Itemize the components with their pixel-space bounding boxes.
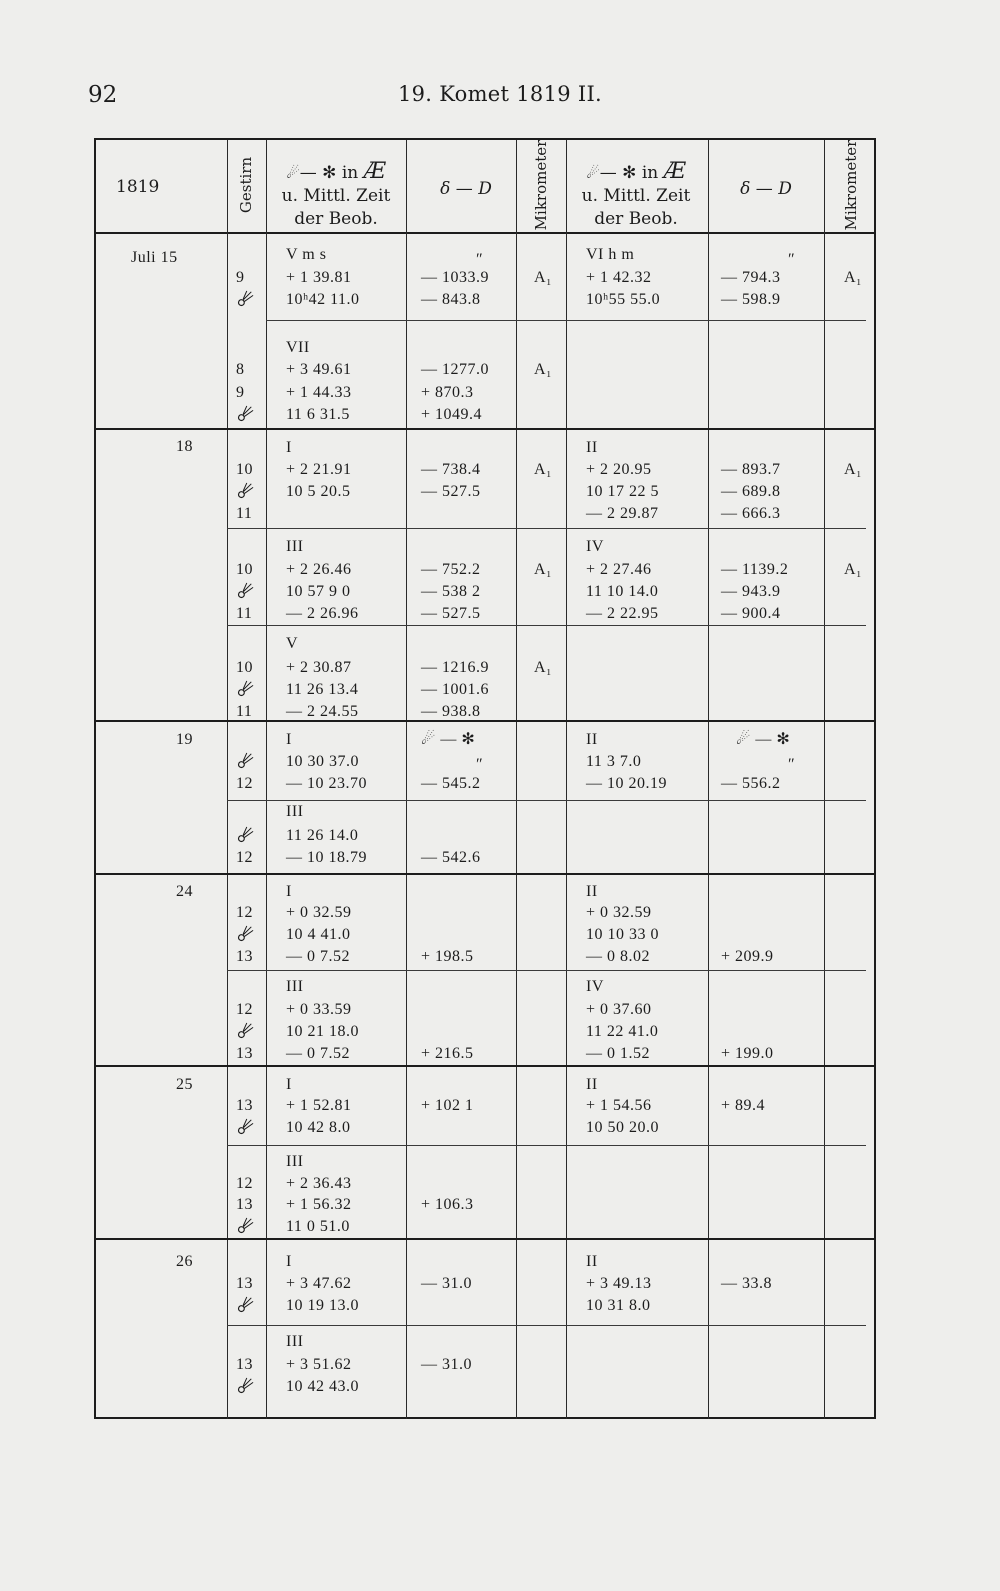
date-label: Juli 15 [131, 249, 178, 266]
cell-text: 10 10 33 0 [586, 926, 659, 943]
row-rule [266, 320, 866, 321]
cell-text: A₁ [534, 269, 553, 286]
header-year: 1819 [116, 177, 160, 197]
cell-text: — 938.8 [421, 703, 481, 720]
header-ra-line1: ☄— ✻ in Æ [286, 159, 386, 184]
column-rule [406, 140, 407, 1419]
cell-text: — 598.9 [721, 291, 781, 308]
cell-text: III [286, 978, 304, 995]
cell-text: — 0 8.02 [586, 948, 650, 965]
date-label: 26 [176, 1253, 193, 1270]
date-separator [96, 1238, 876, 1240]
cell-text: A₁ [534, 659, 553, 676]
cell-text: — 10 23.70 [286, 775, 367, 792]
comet-icon [236, 582, 254, 600]
header-ra-line2: u. Mittl. Zeit [581, 186, 691, 206]
cell-text: II [586, 1253, 598, 1270]
cell-text: — 794.3 [721, 269, 781, 286]
cell-text: + 199.0 [721, 1045, 774, 1062]
cell-text: 9 [236, 384, 245, 401]
date-label: 25 [176, 1076, 193, 1093]
header-delta-2: δ — D [740, 179, 792, 199]
cell-text: 10 31 8.0 [586, 1297, 651, 1314]
cell-text: — 527.5 [421, 605, 481, 622]
cell-text: 11 26 13.4 [286, 681, 359, 698]
header-ra-time-1 [266, 160, 406, 231]
cell-text: + 89.4 [721, 1097, 766, 1114]
header-mikrometer-1: Mikrometer [532, 139, 550, 231]
cell-text: 10 [236, 461, 253, 478]
comet-icon [236, 752, 254, 770]
row-rule [227, 625, 866, 626]
cell-text: 11 [236, 505, 253, 522]
cell-text: — 10 20.19 [586, 775, 667, 792]
comet-icon [236, 1296, 254, 1314]
cell-text: 10 4 41.0 [286, 926, 351, 943]
cell-text: I [286, 883, 292, 900]
cell-text: + 2 36.43 [286, 1175, 352, 1192]
cell-text: + 0 33.59 [286, 1001, 352, 1018]
cell-text: A₁ [844, 461, 863, 478]
row-rule [227, 970, 866, 971]
cell-text: ☄ — ✻ [421, 731, 476, 748]
cell-text: + 198.5 [421, 948, 474, 965]
cell-text: 13 [236, 1097, 253, 1114]
date-separator [96, 1065, 876, 1067]
cell-text: — 538 2 [421, 583, 481, 600]
date-separator [96, 720, 876, 722]
cell-text: + 1 56.32 [286, 1196, 352, 1213]
cell-text: — 2 26.96 [286, 605, 359, 622]
cell-text: 12 [236, 1001, 253, 1018]
cell-text: + 1 44.33 [286, 384, 352, 401]
cell-text: + 2 21.91 [286, 461, 352, 478]
cell-text: — 0 1.52 [586, 1045, 650, 1062]
cell-text: — 689.8 [721, 483, 781, 500]
column-rule [266, 140, 267, 1419]
cell-text: A₁ [534, 361, 553, 378]
comet-icon [236, 680, 254, 698]
column-rule [824, 140, 825, 1419]
cell-text: — 31.0 [421, 1356, 472, 1373]
cell-text: + 216.5 [421, 1045, 474, 1062]
observation-table [94, 138, 876, 1419]
column-rule [516, 140, 517, 1419]
cell-text: 10 19 13.0 [286, 1297, 359, 1314]
cell-text: 11 [236, 703, 253, 720]
cell-text: + 1 52.81 [286, 1097, 352, 1114]
cell-text: + 3 49.61 [286, 361, 352, 378]
cell-text: I [286, 1253, 292, 1270]
comet-icon [236, 290, 254, 308]
cell-text: II [586, 439, 598, 456]
comet-icon [236, 925, 254, 943]
cell-text: IV [586, 978, 604, 995]
header-delta-1: δ — D [440, 179, 492, 199]
cell-text: + 1 42.32 [586, 269, 652, 286]
cell-text: + 2 27.46 [586, 561, 652, 578]
cell-text: 12 [236, 904, 253, 921]
row-rule [227, 528, 866, 529]
cell-text: 10ʰ55 55.0 [586, 291, 661, 308]
cell-text: A₁ [844, 269, 863, 286]
cell-text: II [586, 731, 598, 748]
cell-text: A₁ [534, 561, 553, 578]
header-ra-line3: der Beob. [594, 209, 678, 229]
row-rule [227, 1145, 866, 1146]
cell-text: 12 [236, 1175, 253, 1192]
cell-text: — 900.4 [721, 605, 781, 622]
cell-text: I [286, 439, 292, 456]
cell-text: — 545.2 [421, 775, 481, 792]
cell-text: 11 0 51.0 [286, 1218, 350, 1235]
cell-text: 10 57 9 0 [286, 583, 351, 600]
running-title: 19. Komet 1819 II. [397, 82, 603, 106]
cell-text: II [586, 883, 598, 900]
cell-text: + 102 1 [421, 1097, 474, 1114]
date-separator [96, 873, 876, 875]
row-rule [227, 800, 866, 801]
cell-text: I [286, 731, 292, 748]
cell-text: + 2 20.95 [586, 461, 652, 478]
cell-text: — 1033.9 [421, 269, 489, 286]
header-gestirn: Gestirn [237, 156, 255, 214]
cell-text: — 542.6 [421, 849, 481, 866]
page-header [0, 82, 1000, 122]
header-ra-line1: ☄— ✻ in Æ [586, 159, 686, 184]
comet-icon [236, 1022, 254, 1040]
cell-text: III [286, 803, 304, 820]
cell-text: + 0 37.60 [586, 1001, 652, 1018]
cell-text: 10 17 22 5 [586, 483, 659, 500]
column-rule [708, 140, 709, 1419]
date-separator [96, 232, 876, 234]
cell-text: 11 26 14.0 [286, 827, 359, 844]
cell-text: — 943.9 [721, 583, 781, 600]
cell-text: + 2 30.87 [286, 659, 352, 676]
row-rule [227, 1325, 866, 1326]
cell-text: 11 22 41.0 [586, 1023, 659, 1040]
cell-text: VII [286, 339, 310, 356]
date-label: 19 [176, 731, 193, 748]
comet-icon [236, 1377, 254, 1395]
cell-text: + 106.3 [421, 1196, 474, 1213]
cell-text: — 738.4 [421, 461, 481, 478]
column-rule [227, 140, 228, 1419]
cell-text: — 893.7 [721, 461, 781, 478]
cell-text: — 556.2 [721, 775, 781, 792]
header-ra-time-2 [566, 160, 706, 231]
cell-text: + 1049.4 [421, 406, 483, 423]
cell-text: 13 [236, 1356, 253, 1373]
header-ra-line3: der Beob. [294, 209, 378, 229]
header-mikrometer-2: Mikrometer [842, 139, 860, 231]
cell-text: 13 [236, 1045, 253, 1062]
cell-text: 10 30 37.0 [286, 753, 359, 770]
cell-text: V m s [286, 246, 327, 263]
cell-text: ″ [788, 756, 796, 773]
cell-text: + 0 32.59 [586, 904, 652, 921]
cell-text: III [286, 538, 304, 555]
cell-text: I [286, 1076, 292, 1093]
date-label: 18 [176, 438, 193, 455]
cell-text: A₁ [844, 561, 863, 578]
cell-text: + 2 26.46 [286, 561, 352, 578]
cell-text: III [286, 1333, 304, 1350]
cell-text: ☄ — ✻ [736, 731, 791, 748]
cell-text: 10 [236, 561, 253, 578]
cell-text: 11 3 7.0 [586, 753, 642, 770]
cell-text: — 2 29.87 [586, 505, 659, 522]
cell-text: + 209.9 [721, 948, 774, 965]
cell-text: 10 [236, 659, 253, 676]
comet-icon [236, 1217, 254, 1235]
cell-text: 8 [236, 361, 245, 378]
cell-text: — 752.2 [421, 561, 481, 578]
cell-text: VI h m [586, 246, 635, 263]
cell-text: 13 [236, 1196, 253, 1213]
cell-text: — 0 7.52 [286, 948, 350, 965]
cell-text: A₁ [534, 461, 553, 478]
cell-text: ″ [476, 251, 484, 268]
cell-text: V [286, 635, 299, 652]
cell-text: — 1139.2 [721, 561, 789, 578]
cell-text: III [286, 1153, 304, 1170]
cell-text: 12 [236, 775, 253, 792]
cell-text: 13 [236, 1275, 253, 1292]
comet-icon [236, 1118, 254, 1136]
comet-icon [236, 826, 254, 844]
cell-text: + 3 49.13 [586, 1275, 652, 1292]
cell-text: + 1 39.81 [286, 269, 352, 286]
cell-text: + 3 47.62 [286, 1275, 352, 1292]
comet-icon [236, 405, 254, 423]
cell-text: + 0 32.59 [286, 904, 352, 921]
cell-text: — 527.5 [421, 483, 481, 500]
cell-text: — 843.8 [421, 291, 481, 308]
cell-text: 10 5 20.5 [286, 483, 351, 500]
cell-text: 10 50 20.0 [586, 1119, 659, 1136]
cell-text: — 1216.9 [421, 659, 489, 676]
cell-text: + 3 51.62 [286, 1356, 352, 1373]
date-separator [96, 428, 876, 430]
cell-text: 9 [236, 269, 245, 286]
cell-text: — 2 24.55 [286, 703, 359, 720]
header-ra-line2: u. Mittl. Zeit [281, 186, 391, 206]
cell-text: 13 [236, 948, 253, 965]
cell-text: — 666.3 [721, 505, 781, 522]
cell-text: ″ [788, 251, 796, 268]
page-number: 92 [88, 82, 118, 108]
cell-text: + 870.3 [421, 384, 474, 401]
cell-text: 11 6 31.5 [286, 406, 350, 423]
cell-text: 12 [236, 849, 253, 866]
cell-text: 11 10 14.0 [586, 583, 659, 600]
cell-text: — 2 22.95 [586, 605, 659, 622]
cell-text: — 1277.0 [421, 361, 489, 378]
cell-text: — 10 18.79 [286, 849, 367, 866]
cell-text: II [586, 1076, 598, 1093]
cell-text: — 31.0 [421, 1275, 472, 1292]
cell-text: ″ [476, 756, 484, 773]
cell-text: 10 42 8.0 [286, 1119, 351, 1136]
cell-text: 10ʰ42 11.0 [286, 291, 360, 308]
cell-text: 10 21 18.0 [286, 1023, 359, 1040]
comet-icon [236, 482, 254, 500]
cell-text: 11 [236, 605, 253, 622]
cell-text: — 0 7.52 [286, 1045, 350, 1062]
date-label: 24 [176, 883, 193, 900]
cell-text: + 1 54.56 [586, 1097, 652, 1114]
column-rule [566, 140, 567, 1419]
cell-text: 10 42 43.0 [286, 1378, 359, 1395]
cell-text: IV [586, 538, 604, 555]
cell-text: — 33.8 [721, 1275, 772, 1292]
cell-text: — 1001.6 [421, 681, 489, 698]
